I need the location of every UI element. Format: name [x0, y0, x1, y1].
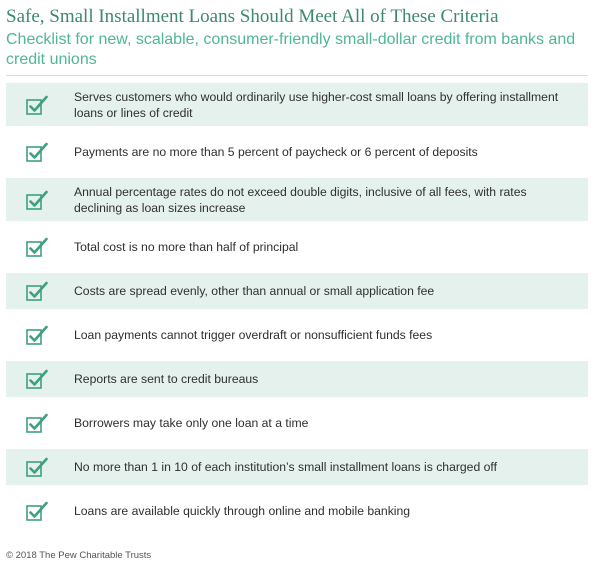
- criteria-text: Borrowers may take only one loan at a time: [74, 416, 309, 430]
- criteria-item: [6, 134, 588, 170]
- criteria-text: Costs are spread evenly, other than annual or small application fee: [74, 284, 435, 298]
- criteria-item: [6, 361, 588, 397]
- checkmark-icon: [26, 142, 48, 162]
- criteria-item: [6, 229, 588, 265]
- checkmark-icon: [26, 190, 48, 210]
- criteria-text: Loan payments cannot trigger overdraft or nonsufficient funds fees: [74, 328, 433, 342]
- criteria-text: No more than 1 in 10 of each institution’s small installment loans is charged off: [74, 460, 497, 474]
- criteria-item: [6, 178, 588, 221]
- checkmark-icon: [26, 369, 48, 389]
- criteria-item: [6, 317, 588, 353]
- criteria-checklist: [6, 83, 588, 537]
- header-divider: [6, 75, 588, 76]
- checkmark-icon: [26, 325, 48, 345]
- checkmark-icon: [26, 457, 48, 477]
- criteria-item: [6, 405, 588, 441]
- checkmark-icon: [26, 237, 48, 257]
- criteria-item: [6, 83, 588, 126]
- criteria-text: Loans are available quickly through online and mobile banking: [74, 504, 411, 518]
- checkmark-icon: [26, 413, 48, 433]
- criteria-item: [6, 273, 588, 309]
- criteria-text: Reports are sent to credit bureaus: [74, 372, 259, 386]
- page-title: Safe, Small Installment Loans Should Meet All of These Criteria: [6, 6, 499, 27]
- checkmark-icon: [26, 501, 48, 521]
- page-subtitle: Checklist for new, scalable, consumer-friendly small-dollar credit from banks and credit unions: [6, 31, 576, 68]
- criteria-text: Total cost is no more than half of principal: [74, 240, 299, 254]
- criteria-text: Serves customers who would ordinarily use higher-cost small loans by offering installment loans or lines of credit: [74, 89, 559, 120]
- criteria-item: [6, 449, 588, 485]
- criteria-text: Payments are no more than 5 percent of paycheck or 6 percent of deposits: [74, 145, 478, 159]
- checkmark-icon: [26, 281, 48, 301]
- criteria-text: Annual percentage rates do not exceed double digits, inclusive of all fees, with rates declining as loan sizes increase: [74, 184, 527, 215]
- copyright-footer: © 2018 The Pew Charitable Trusts: [6, 550, 152, 561]
- criteria-item: [6, 493, 588, 529]
- checkmark-icon: [26, 95, 48, 115]
